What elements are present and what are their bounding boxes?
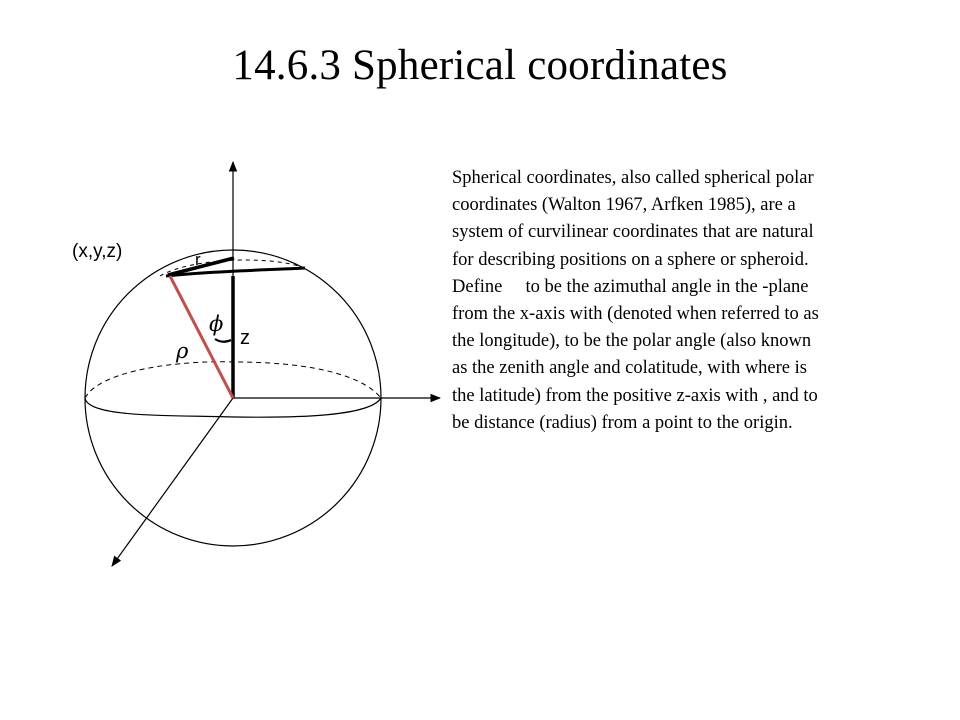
body-line: Define to be the azimuthal angle in the -plane — [452, 276, 809, 297]
body-line: system of curvilinear coordinates that are natural — [452, 222, 814, 243]
body-line: coordinates (Walton 1967, Arfken 1985), are a — [452, 195, 796, 216]
body-line: as the zenith angle and colatitude, with where is — [452, 358, 807, 379]
phi-angle-arc — [215, 339, 231, 342]
z-label: z — [240, 327, 250, 349]
rho-label: ρ — [176, 339, 189, 363]
r-label: r — [195, 250, 201, 269]
body-line: Spherical coordinates, also called spherical polar — [452, 168, 814, 188]
equator-front — [85, 398, 381, 417]
body-line: be distance (radius) from a point to the origin. — [452, 412, 793, 433]
phi-label: ϕ — [209, 312, 224, 336]
body-line: for describing positions on a sphere or spheroid. — [452, 249, 809, 270]
slide-title: 14.6.3 Spherical coordinates — [232, 42, 728, 89]
point-label: (x,y,z) — [72, 241, 123, 262]
x-axis — [112, 398, 233, 566]
body-line: the longitude), to be the polar angle (also known — [452, 331, 812, 352]
body-line: from the x-axis with (denoted when referred to as — [452, 304, 819, 325]
rho-segment — [170, 276, 233, 398]
body-line: the latitude) from the positive z-axis with , and to — [452, 385, 818, 406]
body-paragraph — [452, 165, 942, 437]
